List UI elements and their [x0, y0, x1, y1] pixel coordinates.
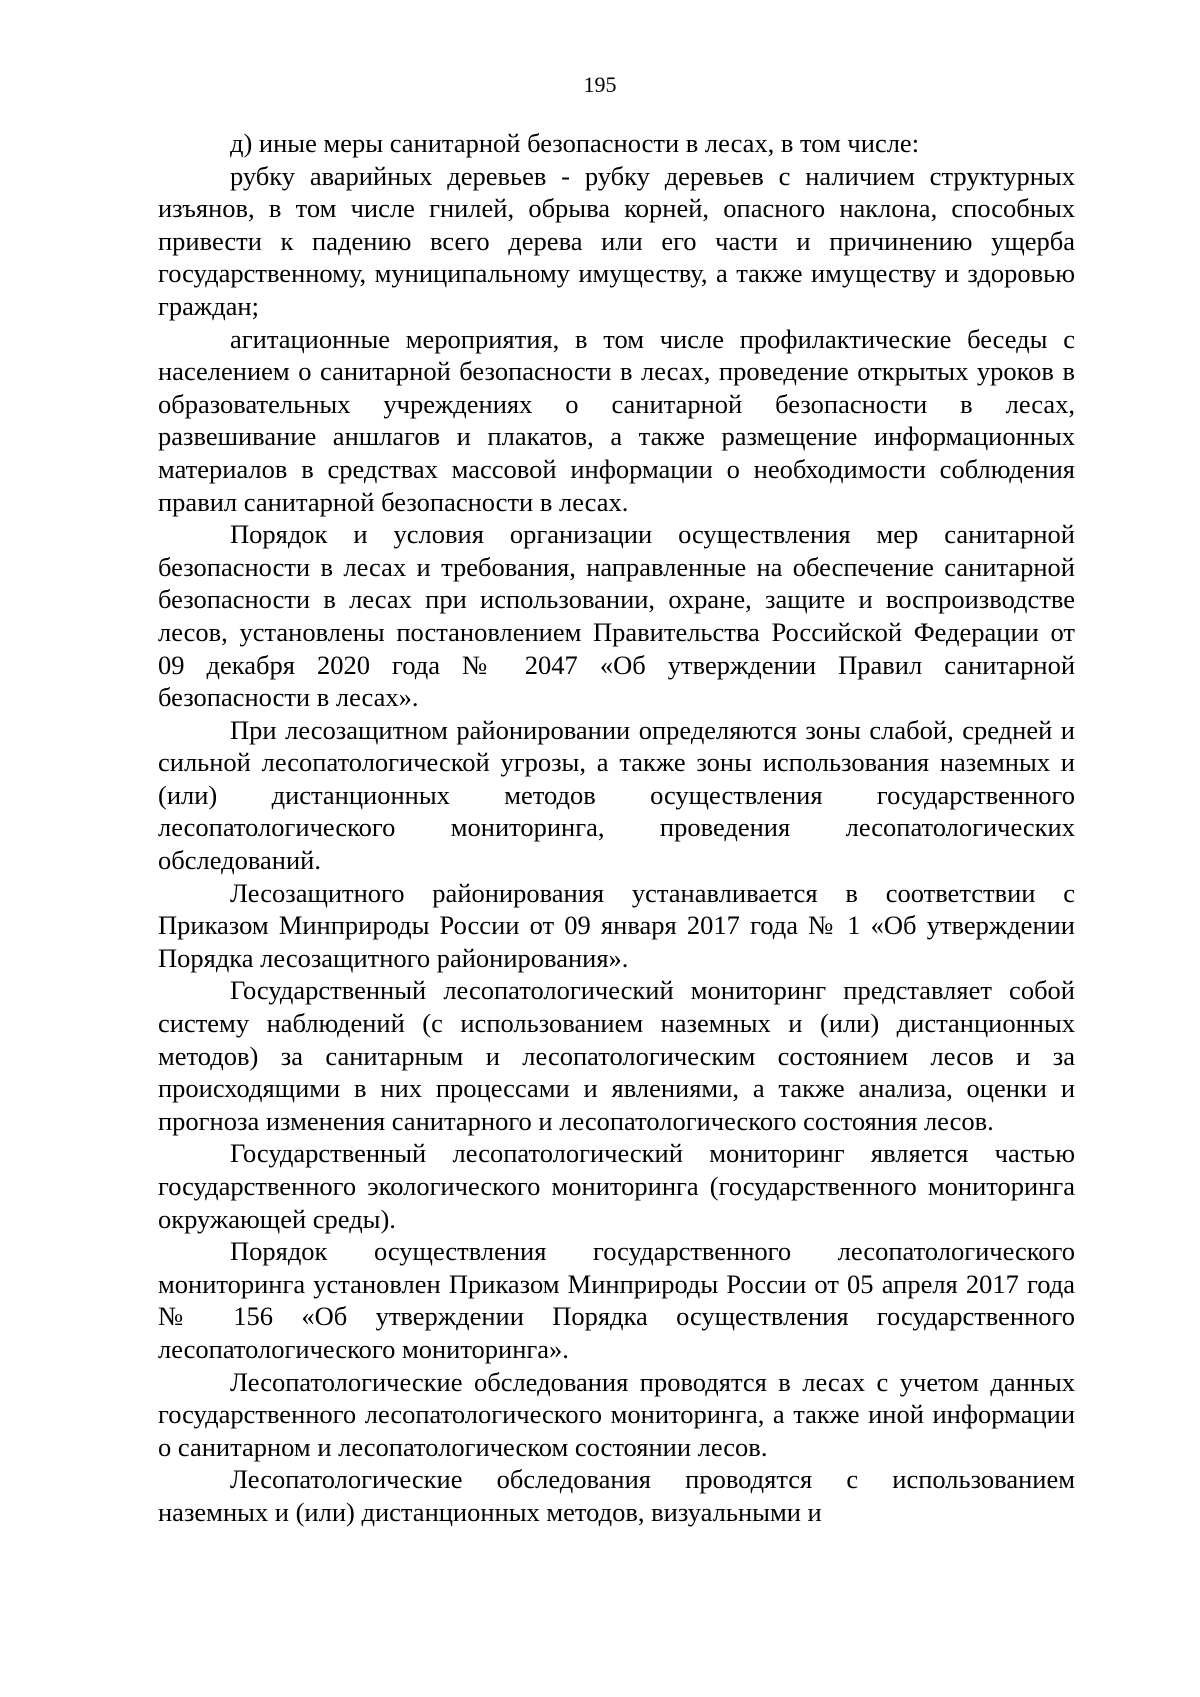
page-number: 195: [583, 72, 617, 97]
document-body: [158, 127, 1075, 1529]
paragraph: Лесопатологические обследования проводятся в лесах с учетом данных государственного лесопатологического мониторинга, а также иной информации о санитарном и лесопатологическом состоянии лесов.: [158, 1366, 1075, 1462]
paragraph: Порядок осуществления государственного лесопатологического мониторинга установлен Приказом Минприроды России от 05 апреля 2017 года № 156 «Об утверждении Порядка осуществления государственного лесопатологического мониторинга».: [158, 1236, 1075, 1364]
paragraph: агитационные мероприятия, в том числе профилактические беседы с населением о санитарной безопасности в лесах, проведение открытых уроков в образовательных учреждениях о санитарной безопасности в лесах, развешивание аншлагов и плакатов, а также размещение информационных материалов в средствах массовой информации о необходимости соблюдения правил санитарной безопасности в лесах.: [158, 323, 1075, 517]
paragraph: рубку аварийных деревьев - рубку деревьев с наличием структурных изъянов, в том числе гнилей, обрыва корней, опасного наклона, способных привести к падению всего дерева или его части и причинению ущерба государственному, муниципальному имуществу, а также имуществу и здоровью граждан;: [158, 160, 1075, 321]
paragraph: Порядок и условия организации осуществления мер санитарной безопасности в лесах и требования, направленные на обеспечение санитарной безопасности в лесах при использовании, охране, защите и воспроизводстве лесов, установлены постановлением Правительства Российской Федерации от 09 декабря 2020 года № 2047 «Об утверждении Правил санитарной безопасности в лесах».: [158, 519, 1075, 713]
paragraph: Лесопатологические обследования проводятся с использованием наземных и (или) дистанционных методов, визуальными и: [158, 1464, 1075, 1527]
paragraph: д) иные меры санитарной безопасности в лесах, в том числе:: [230, 128, 920, 158]
paragraph: При лесозащитном районировании определяются зоны слабой, средней и сильной лесопатологической угрозы, а также зоны использования наземных и (или) дистанционных методов осуществления государственного лесопатологического мониторинга, проведения лесопатологических обследований.: [158, 714, 1075, 876]
paragraph: Государственный лесопатологический мониторинг представляет собой систему наблюдений (с использованием наземных и (или) дистанционных методов) за санитарным и лесопатологическим состоянием лесов и за происходящими в них процессами и явлениями, а также анализа, оценки и прогноза изменения санитарного и лесопатологического состояния лесов.: [158, 975, 1075, 1136]
paragraph: Лесозащитного районирования устанавливается в соответствии с Приказом Минприроды России от 09 января 2017 года № 1 «Об утверждении Порядка лесозащитного районирования».: [158, 877, 1075, 973]
paragraph: Государственный лесопатологический мониторинг является частью государственного экологического мониторинга (государственного мониторинга окружающей среды).: [158, 1138, 1075, 1234]
